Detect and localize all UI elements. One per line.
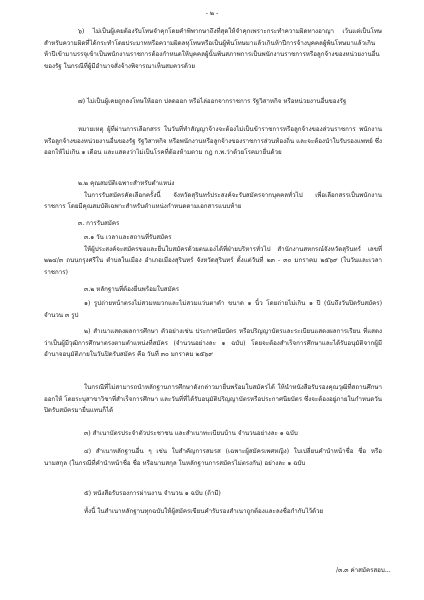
- section-2-2: [44, 178, 382, 213]
- paragraph: ๗) ไม่เป็นผู้เคยถูกลงโทษให้ออก ปลดออก หรือไล่ออกจากราชการ รัฐวิสาหกิจ หรือหน่วยงานอื่นของรัฐ: [78, 98, 347, 105]
- continuation-footer: /๓.๓ ค่าสมัครสอบ...: [336, 567, 391, 574]
- page-number: - ๒ -: [205, 9, 219, 17]
- note-paragraph: [44, 124, 382, 159]
- section-heading: ๒.๒ คุณสมบัติเฉพาะสำหรับตำแหน่ง: [78, 180, 175, 187]
- list-item: ในกรณีที่ไม่สามารถนำหลักฐานการศึกษาดังกล่าวมายื่นพร้อมใบสมัครได้ ให้นำหนังสือรับรองคุณวุฒิที่สถานศึกษาออกให้ โดยระบุสาขาวิชาที่สำเร็จการศึกษา และวันที่ที่ได้รับอนุมัติปริญญาบัตรหรือประกาศนียบัตร ซึ่งจะต้องอยู่ภายในกำหนดวันปิดรับสมัครมายื่นแทนก็ได้: [44, 384, 382, 415]
- list-item: ๕) หนังสือรับรองการผ่านงาน จำนวน ๑ ฉบับ (ถ้ามี): [84, 490, 221, 497]
- paragraph: ทั้งนี้ ในสำเนาหลักฐานทุกฉบับให้ผู้สมัครเขียนคำรับรองสำเนาถูกต้องและลงชื่อกำกับไว้ด้วย: [84, 508, 324, 515]
- section-3-1: [44, 232, 382, 278]
- item-2-note: [44, 382, 382, 417]
- item-2: [44, 326, 382, 361]
- section-heading: ๓. การรับสมัคร: [78, 220, 120, 227]
- section-body: ให้ผู้ประสงค์จะสมัครขอและยื่นใบสมัครด้วยตนเองได้ที่ฝ่ายบริหารทั่วไป สำนักงานสหกรณ์จังหวัดสุรินทร์ เลขที่ ๒๒๔/๓ ถนนกรุงศรีใน ตำบลในเมือง อำเภอเมืองสุรินทร์ จังหวัดสุรินทร์ ตั้งแต่วันที่ ๒๓ - ๓๐ มกราคม ๒๕๖๙ (ในวันและเวลาราชการ): [44, 245, 382, 276]
- qualification-6: [44, 26, 382, 72]
- list-item: ๓) สำเนาบัตรประจำตัวประชาชน และสำเนาทะเบียนบ้าน จำนวนอย่างละ ๑ ฉบับ: [84, 430, 298, 437]
- section-body: ในการรับสมัครคัดเลือกครั้งนี้ จังหวัดสุรินทร์ประสงค์จะรับสมัครจากบุคคลทั่วไป เพื่อเลือกสรรเป็นพนักงานราชการ โดยมีคุณสมบัติเฉพาะสำหรับตำแหน่งกำหนดตามเอกสารแนบท้าย: [44, 191, 382, 211]
- section-heading: ๓.๒ หลักฐานที่ต้องยื่นพร้อมใบสมัคร: [84, 286, 180, 293]
- list-item: ๒) สำเนาแสดงผลการศึกษา ตัวอย่างเช่น ประกาศนียบัตร หรือปริญญาบัตรและระเบียนแสดงผลการเรียน ที่แสดงว่าเป็นผู้มีวุฒิการศึกษาตรงตามตำแหน่งที่สมัคร (จำนวนอย่างละ ๑ ฉบับ) โดยจะต้องสำเร็จการศึกษาและได้รับอนุมัติจากผู้มีอำนาจอนุมัติภายในวันปิดรับสมัคร คือ วันที่ ๓๐ มกราคม ๒๕๖๙: [44, 328, 382, 359]
- closing-note: [44, 506, 382, 518]
- paragraph: ๖) ไม่เป็นผู้เคยต้องรับโทษจำคุกโดยคำพิพากษาถึงที่สุดให้จำคุกเพราะกระทำความผิดทางอาญา เว้นแต่เป็นโทษสำหรับความผิดที่ได้กระทำโดยประมาทหรือความผิดลหุโทษหรือเป็นผู้พ้นโทษมาแล้วเกินห้าปีการจ้างบุคคลผู้พ้นโทษมาแล้วเกินห้าปีเข้ามาบรรจุเข้าเป็นพนักงานราชการต้องกำหนดให้บุคคลผู้นั้นพ้นสภาพการเป็นพนักงานราชการหรือลูกจ้างของหน่วยงานอื่นของรัฐ ในกรณีที่ผู้มีอำนาจสั่งจ้างพิจารณาเห็นสมควรด้วย: [44, 28, 382, 70]
- item-1: [44, 298, 382, 321]
- qualification-7: [44, 96, 382, 108]
- list-item: ๑) รูปถ่ายหน้าตรงไม่สวมหมวกและไม่สวมแว่นตาดำ ขนาด ๑ นิ้ว โดยถ่ายไม่เกิน ๑ ปี (นับถึงวันปิดรับสมัคร) จำนวน ๓ รูป: [44, 300, 382, 319]
- item-3: [44, 428, 382, 440]
- item-5: [44, 488, 382, 500]
- item-4: [44, 446, 382, 469]
- list-item: ๔) สำเนาหลักฐานอื่น ๆ เช่น ใบสำคัญการสมรส (เฉพาะผู้สมัครเพศหญิง) ใบเปลี่ยนคำนำหน้าชื่อ ชื่อ หรือนามสกุล (ในกรณีที่คำนำหน้าชื่อ ชื่อ หรือนามสกุล ในหลักฐานการสมัครไม่ตรงกัน) อย่างละ ๑ ฉบับ: [44, 448, 382, 467]
- paragraph: หมายเหตุ ผู้ที่ผ่านการเลือกสรร ในวันที่ทำสัญญาจ้างจะต้องไม่เป็นข้าราชการหรือลูกจ้างของส่วนราชการ พนักงานหรือลูกจ้างของหน่วยงานอื่นของรัฐ รัฐวิสาหกิจ หรือพนักงานหรือลูกจ้างของราชการส่วนท้องถิ่น และจะต้องนำใบรับรองแพทย์ ซึ่งออกให้ไม่เกิน ๑ เดือน และแสดงว่าไม่เป็นโรคที่ต้องห้ามตาม กฎ ก.พ.ว่าด้วยโรคมายื่นด้วย: [44, 126, 382, 157]
- section-3-2: [44, 284, 382, 296]
- section-heading: ๓.๑ วัน เวลาและสถานที่รับสมัคร: [84, 234, 172, 241]
- section-3: [44, 218, 382, 230]
